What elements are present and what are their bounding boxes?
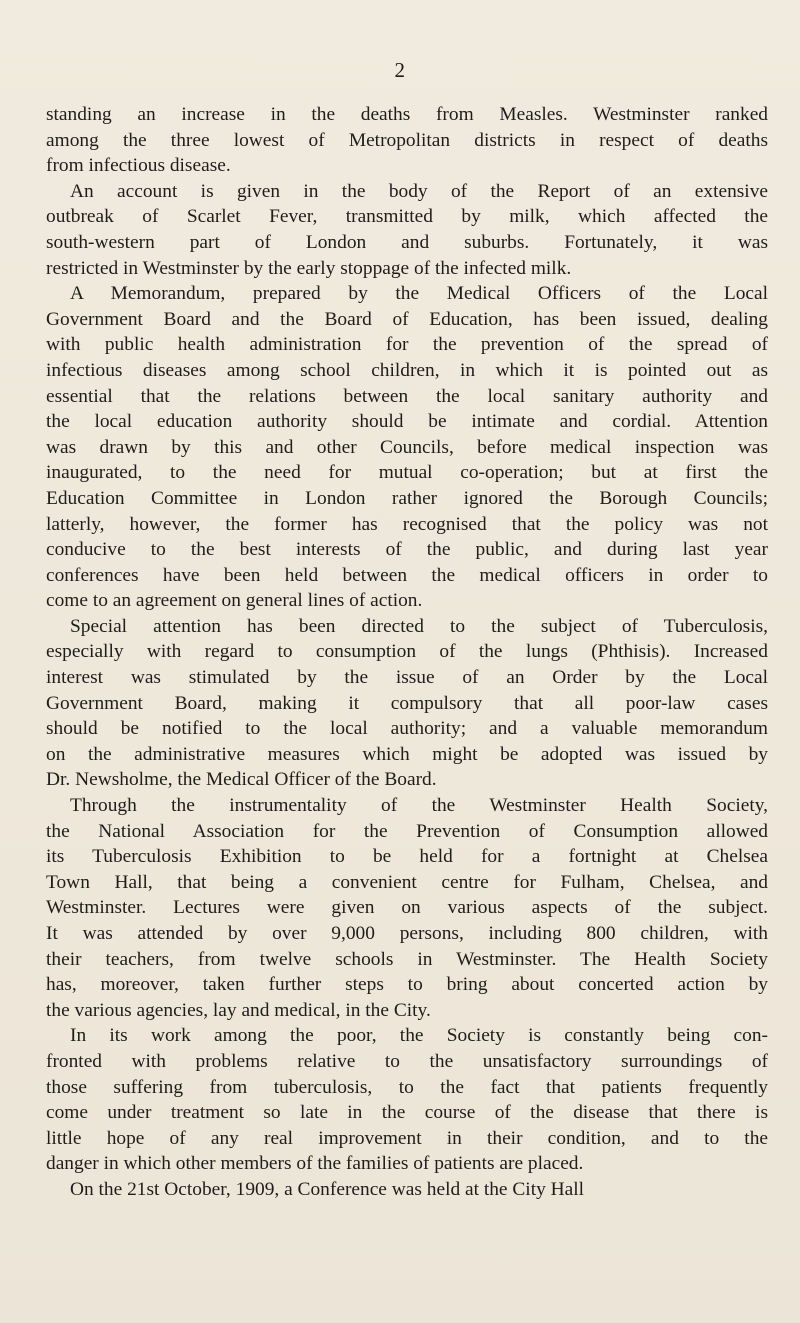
text-line: fronted with problems relative to the unsatisfactory surroundings of — [46, 1050, 768, 1072]
text-line: on the administrative measures which might be adopted was issued by — [46, 743, 768, 765]
text-line: An account is given in the body of the Report of an extensive — [70, 180, 768, 202]
text-line: Education Committee in London rather ignored the Borough Councils; — [46, 487, 768, 509]
text-line: the various agencies, lay and medical, in the City. — [46, 999, 431, 1021]
text-line: little hope of any real improvement in their condition, and to the — [46, 1127, 768, 1149]
text-line: Through the instrumentality of the Westminster Health Society, — [70, 795, 768, 817]
text-line: restricted in Westminster by the early stoppage of the infected milk. — [46, 257, 572, 279]
text-line: Dr. Newsholme, the Medical Officer of the Board. — [46, 769, 437, 791]
paragraph — [46, 1023, 768, 1177]
paragraph — [46, 179, 768, 281]
text-line: has, moreover, taken further steps to bring about concerted action by — [46, 974, 768, 996]
page-number: 2 — [394, 58, 406, 82]
text-line: those suffering from tuberculosis, to the fact that patients frequently — [46, 1076, 768, 1098]
text-line: standing an increase in the deaths from Measles. Westminster ranked — [46, 104, 768, 125]
text-line: interest was stimulated by the issue of an Order by the Local — [46, 667, 768, 689]
text-line: Westminster. Lectures were given on various aspects of the subject. — [46, 897, 768, 919]
text-line: conferences have been held between the medical officers in order to — [46, 564, 768, 586]
text-line: south-western part of London and suburbs. Fortunately, it was — [46, 231, 768, 253]
paragraph — [46, 793, 768, 1023]
paragraph — [46, 281, 768, 614]
text-line: should be notified to the local authority; and a valuable memorandum — [46, 718, 768, 740]
text-line: outbreak of Scarlet Fever, transmitted by milk, which affected the — [46, 206, 768, 228]
text-line: come to an agreement on general lines of action. — [46, 590, 423, 612]
text-line: infectious diseases among school children, in which it is pointed out as — [46, 359, 768, 381]
text-line: the National Association for the Prevention of Consumption allowed — [46, 820, 768, 842]
text-line: the local education authority should be intimate and cordial. Attention — [46, 411, 768, 433]
text-line: On the 21st October, 1909, a Conference was held at the City Hall — [70, 1178, 585, 1200]
text-line: especially with regard to consumption of the lungs (Phthisis). Increased — [46, 641, 768, 663]
text-line: from infectious disease. — [46, 155, 231, 177]
text-line: In its work among the poor, the Society is constantly being con- — [70, 1025, 768, 1047]
text-line: conducive to the best interests of the public, and during last year — [46, 539, 768, 561]
text-line: latterly, however, the former has recognised that the policy was not — [46, 513, 768, 535]
paragraph — [46, 1177, 768, 1203]
paragraph — [46, 614, 768, 793]
paragraph — [46, 102, 768, 179]
text-line: essential that the relations between the local sanitary authority and — [46, 385, 768, 407]
text-line: Town Hall, that being a convenient centre for Fulham, Chelsea, and — [46, 871, 768, 893]
text-line: danger in which other members of the families of patients are placed. — [46, 1153, 584, 1175]
text-line: come under treatment so late in the course of the disease that there is — [46, 1102, 768, 1124]
text-line: among the three lowest of Metropolitan districts in respect of deaths — [46, 129, 768, 151]
text-line: A Memorandum, prepared by the Medical Officers of the Local — [70, 283, 768, 305]
text-line: Special attention has been directed to the subject of Tuberculosis, — [70, 615, 768, 637]
text-line: their teachers, from twelve schools in Westminster. The Health Society — [46, 948, 768, 970]
text-line: its Tuberculosis Exhibition to be held for a fortnight at Chelsea — [46, 846, 768, 868]
text-line: was drawn by this and other Councils, before medical inspection was — [46, 436, 768, 458]
text-line: Government Board and the Board of Education, has been issued, dealing — [46, 308, 768, 330]
body-text — [46, 102, 768, 1203]
text-line: Government Board, making it compulsory that all poor-law cases — [46, 692, 768, 714]
text-line: with public health administration for the prevention of the spread of — [46, 334, 768, 356]
text-line: It was attended by over 9,000 persons, including 800 children, with — [46, 923, 768, 944]
text-line: inaugurated, to the need for mutual co-operation; but at first the — [46, 462, 768, 484]
